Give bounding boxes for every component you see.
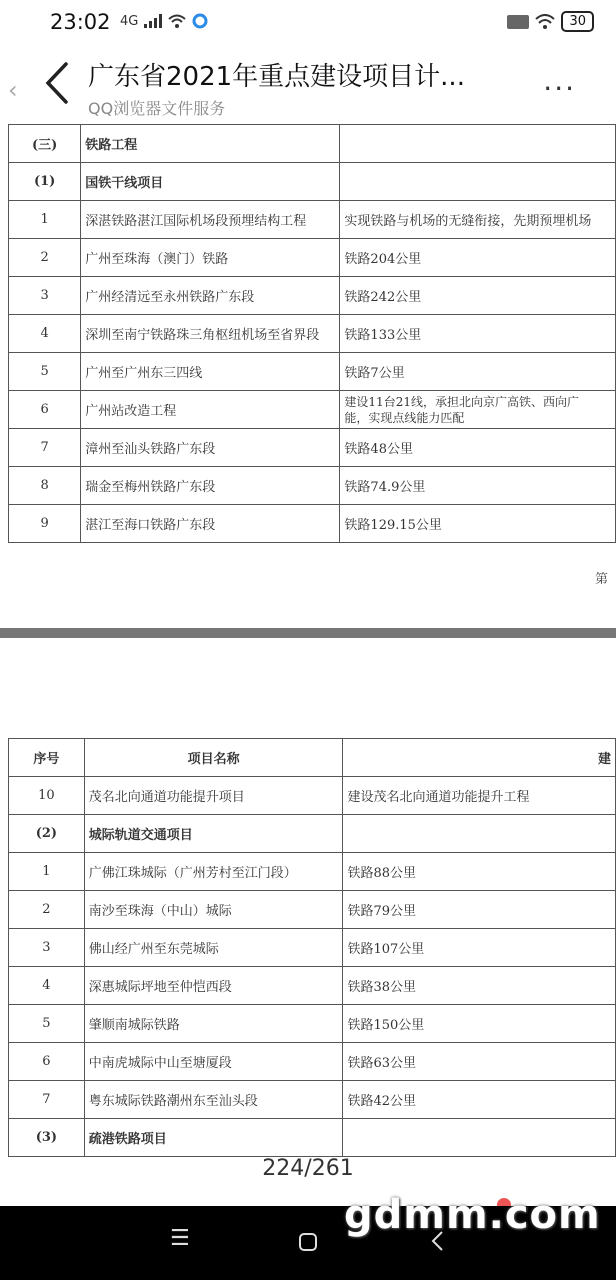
row-number: 6 — [9, 391, 81, 429]
row-name: 广州站改造工程 — [81, 391, 340, 429]
battery-indicator: 30 — [561, 11, 594, 32]
table-row — [9, 429, 616, 467]
page-separator — [0, 628, 616, 638]
row-number: (2) — [9, 815, 85, 853]
row-number: 10 — [9, 777, 85, 815]
header-no: 序号 — [9, 739, 85, 777]
table-row — [9, 391, 616, 429]
table-row — [9, 125, 616, 163]
qq-browser-icon — [192, 13, 208, 29]
page-footer-mark: 第 — [594, 572, 608, 587]
row-number: 1 — [9, 853, 85, 891]
table-row — [9, 315, 616, 353]
row-number: 6 — [9, 1043, 85, 1081]
table-row — [9, 891, 616, 929]
row-name: 湛江至海口铁路广东段 — [81, 505, 340, 543]
row-number: 3 — [9, 277, 81, 315]
status-bar — [0, 0, 616, 46]
row-number: 8 — [9, 467, 81, 505]
row-desc: 铁路48公里 — [340, 429, 616, 467]
projects-table-top — [8, 124, 616, 543]
row-desc: 铁路204公里 — [340, 239, 616, 277]
signal-icon — [144, 14, 162, 28]
watermark-logo: gdmm.com — [344, 1192, 601, 1238]
row-name: 广佛江珠城际（广州芳村至江门段） — [84, 853, 343, 891]
wifi-icon-right — [535, 14, 555, 29]
row-desc: 铁路242公里 — [340, 277, 616, 315]
row-desc — [343, 815, 616, 853]
row-desc — [340, 391, 616, 429]
table-row — [9, 467, 616, 505]
page-indicator: 224/261 — [262, 1156, 354, 1181]
row-number: 9 — [9, 505, 81, 543]
header-name: 项目名称 — [84, 739, 343, 777]
row-desc-line2: 能，实现点线能力匹配 — [344, 410, 465, 425]
row-desc: 铁路7公里 — [340, 353, 616, 391]
table-row — [9, 929, 616, 967]
row-name: 深湛铁路湛江国际机场段预埋结构工程 — [81, 201, 340, 239]
row-number: 1 — [9, 201, 81, 239]
row-desc: 铁路133公里 — [340, 315, 616, 353]
back-arrow-icon[interactable] — [40, 60, 78, 106]
app-header — [0, 46, 616, 124]
table-row — [9, 853, 616, 891]
row-number: 4 — [9, 967, 85, 1005]
back-small-icon[interactable]: ‹ — [8, 76, 18, 104]
table-row — [9, 163, 616, 201]
row-desc: 铁路74.9公里 — [340, 467, 616, 505]
row-name: 肇顺南城际铁路 — [84, 1005, 343, 1043]
row-desc: 铁路38公里 — [343, 967, 616, 1005]
table-row — [9, 815, 616, 853]
document-title: 广东省2021年重点建设项目计... — [88, 62, 465, 92]
row-number: 5 — [9, 353, 81, 391]
row-desc: 铁路42公里 — [343, 1081, 616, 1119]
row-name: 中南虎城际中山至塘厦段 — [84, 1043, 343, 1081]
table-row — [9, 1005, 616, 1043]
status-left-icons — [120, 13, 208, 29]
row-name: 深圳至南宁铁路珠三角枢纽机场至省界段 — [81, 315, 340, 353]
row-desc — [340, 163, 616, 201]
row-name: 佛山经广州至东莞城际 — [84, 929, 343, 967]
row-desc: 铁路107公里 — [343, 929, 616, 967]
row-name: 深惠城际坪地至仲恺西段 — [84, 967, 343, 1005]
row-name: 国铁干线项目 — [81, 163, 340, 201]
row-name: 城际轨道交通项目 — [84, 815, 343, 853]
projects-table-bottom — [8, 738, 616, 1157]
row-desc: 铁路150公里 — [343, 1005, 616, 1043]
more-menu-button[interactable]: ... — [543, 64, 576, 97]
table-row — [9, 1119, 616, 1157]
wifi-icon — [168, 14, 186, 28]
row-number: 2 — [9, 891, 85, 929]
row-number: 5 — [9, 1005, 85, 1043]
row-number: 7 — [9, 1081, 85, 1119]
document-viewer[interactable] — [0, 124, 616, 1204]
row-name: 茂名北向通道功能提升项目 — [84, 777, 343, 815]
row-name: 广州至广州东三四线 — [81, 353, 340, 391]
row-number: 3 — [9, 929, 85, 967]
table-row — [9, 201, 616, 239]
table-row — [9, 277, 616, 315]
row-number: 4 — [9, 315, 81, 353]
row-name: 南沙至珠海（中山）城际 — [84, 891, 343, 929]
row-number: (3) — [9, 1119, 85, 1157]
row-name: 广州至珠海（澳门）铁路 — [81, 239, 340, 277]
row-number: 2 — [9, 239, 81, 277]
row-number: 7 — [9, 429, 81, 467]
row-name: 漳州至汕头铁路广东段 — [81, 429, 340, 467]
row-desc: 建设茂名北向通道功能提升工程 — [343, 777, 616, 815]
row-number: (1) — [9, 163, 81, 201]
row-desc-line1: 建设11台21线，承担北向京广高铁、西向广 — [344, 394, 579, 409]
row-name: 疏港铁路项目 — [84, 1119, 343, 1157]
table-row — [9, 505, 616, 543]
row-name: 广州经清远至永州铁路广东段 — [81, 277, 340, 315]
table-header-row — [9, 739, 616, 777]
row-desc: 实现铁路与机场的无缝衔接，先期预埋机场 — [340, 201, 616, 239]
network-label: 4G — [120, 13, 139, 29]
header-desc: 建 — [343, 739, 616, 777]
vibrate-icon — [507, 15, 529, 29]
row-name: 铁路工程 — [81, 125, 340, 163]
table-row — [9, 967, 616, 1005]
document-subtitle: QQ浏览器文件服务 — [88, 99, 226, 118]
row-name: 瑞金至梅州铁路广东段 — [81, 467, 340, 505]
row-desc — [343, 1119, 616, 1157]
row-desc: 铁路129.15公里 — [340, 505, 616, 543]
status-time: 23:02 — [50, 10, 111, 34]
row-number: (三) — [9, 125, 81, 163]
row-desc: 铁路88公里 — [343, 853, 616, 891]
row-desc: 铁路79公里 — [343, 891, 616, 929]
row-desc: 铁路63公里 — [343, 1043, 616, 1081]
table-row — [9, 777, 616, 815]
home-icon[interactable] — [298, 1232, 318, 1252]
row-name: 粤东城际铁路潮州东至汕头段 — [84, 1081, 343, 1119]
row-desc — [340, 125, 616, 163]
table-row — [9, 239, 616, 277]
table-row — [9, 1043, 616, 1081]
menu-icon[interactable]: ☰ — [170, 1226, 190, 1251]
table-row — [9, 353, 616, 391]
table-row — [9, 1081, 616, 1119]
status-right-icons — [507, 11, 594, 32]
